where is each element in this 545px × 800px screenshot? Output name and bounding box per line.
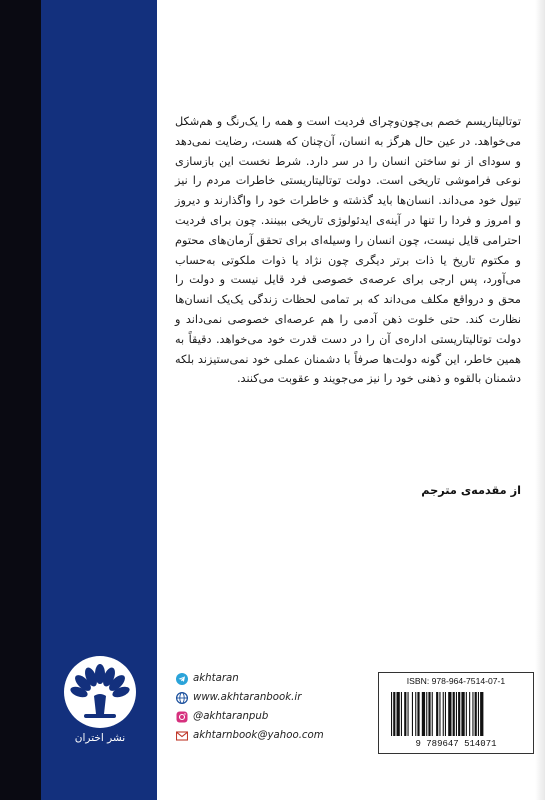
barcode-bar [426, 692, 427, 736]
contact-list [176, 669, 356, 745]
contact-text: akhtarnbook@yahoo.com [193, 730, 324, 741]
barcode-bar [393, 692, 395, 736]
barcode-bar [458, 692, 460, 736]
barcode-bar [475, 692, 477, 736]
barcode-bar [412, 692, 413, 736]
barcode-digits: 9 789647 514071 [415, 739, 497, 748]
isbn-label: ISBN: 978-964-7514-07-1 [406, 676, 506, 686]
contact-text: akhtaran [193, 673, 239, 684]
barcode-bar [456, 692, 457, 736]
barcode-bar [439, 692, 440, 736]
barcode-bar [401, 692, 402, 736]
barcode-bar [404, 692, 406, 736]
barcode-bar [436, 692, 438, 736]
contact-item-instagram [176, 707, 356, 726]
book-spine [0, 0, 41, 800]
barcode-bar [453, 692, 455, 736]
barcode-bar [397, 692, 400, 736]
contact-item-telegram [176, 669, 356, 688]
barcode-bar [480, 692, 483, 736]
barcode-bar [428, 692, 430, 736]
publisher-name: نشر اختران [74, 732, 126, 744]
barcode-bar [472, 692, 473, 736]
tree-logo-icon [60, 652, 140, 732]
contact-text: @akhtaranpub [193, 711, 269, 722]
barcode-bar [443, 692, 444, 736]
barcode-bar [422, 692, 425, 736]
contact-text: www.akhtaranbook.ir [193, 692, 302, 703]
barcode-bar [469, 692, 470, 736]
barcode-bar [432, 692, 433, 736]
publisher-logo [60, 652, 140, 732]
back-cover-blurb [175, 112, 521, 389]
barcode-graphic [387, 690, 525, 748]
instagram-icon [176, 711, 188, 723]
contact-item-email [176, 726, 356, 745]
blurb-paragraph: توتالیتاریسم خصم بی‌چون‌وچرای فردیت است و همه را یک‌رنگ و هم‌شکل می‌خواهد. در عین حال هرگز به انسان، آن‌چنان که هست، رضایت نمی‌دهد و سودای از نو ساختن انسان را در سر دارد. شرط نخست این بازسازی نوعی فراموشی تاریخی است. دولت توتالیتاریستی خاطرات مردم را نیز تیول خود می‌داند. انسان‌ها باید گذشته و خاطرات خود را واگذارند و دیروز و امروز و فردا را تنها در آینه‌ی ایدئولوژی تاریخی ببینند. چون برای فردیت احترامی قایل نیست، چون انسان را وسیله‌ای برای تحقق آرمان‌های محتوم و مکتوم تاریخ یا ذات برتر دیگری چون نژاد یا ذوات ملکوتی به‌حساب می‌آورد، پس ارجی برای عرصه‌ی خصوصی فرد قایل نیست و دولت را محق و درواقع مکلف می‌داند که بر تمامی لحظات زندگی یک‌یک انسان‌ها نظارت کند. حتی خلوت ذهن آدمی را هم عرصه‌ای خصوصی نمی‌داند و دولت توتالیتاریستی اداره‌ی آن را در دست قدرت خود می‌خواهد. دقیقاً به همین خاطر، این گونه دولت‌ها صرفاً با دشمنان عملی خود نمی‌ستیزند بلکه دشمنان بالقوه و ذهنی خود را نیز می‌جویند و عقوبت می‌کنند. [175, 115, 521, 386]
barcode-bar [466, 692, 467, 736]
barcode-bar [417, 692, 419, 736]
barcode-bar [478, 692, 479, 736]
blurb-attribution: از مقدمه‌ی مترجم [421, 484, 521, 497]
page-edge-shadow [535, 0, 545, 800]
barcode-bar [445, 692, 446, 736]
barcode-bar [408, 692, 409, 736]
globe-icon [176, 692, 188, 704]
telegram-icon [176, 673, 188, 685]
barcode-bar [391, 692, 392, 736]
isbn-barcode [378, 672, 534, 754]
mail-icon [176, 730, 188, 742]
contact-item-website [176, 688, 356, 707]
barcode-bar [448, 692, 451, 736]
barcode-bar [461, 692, 464, 736]
barcode-bar [415, 692, 416, 736]
